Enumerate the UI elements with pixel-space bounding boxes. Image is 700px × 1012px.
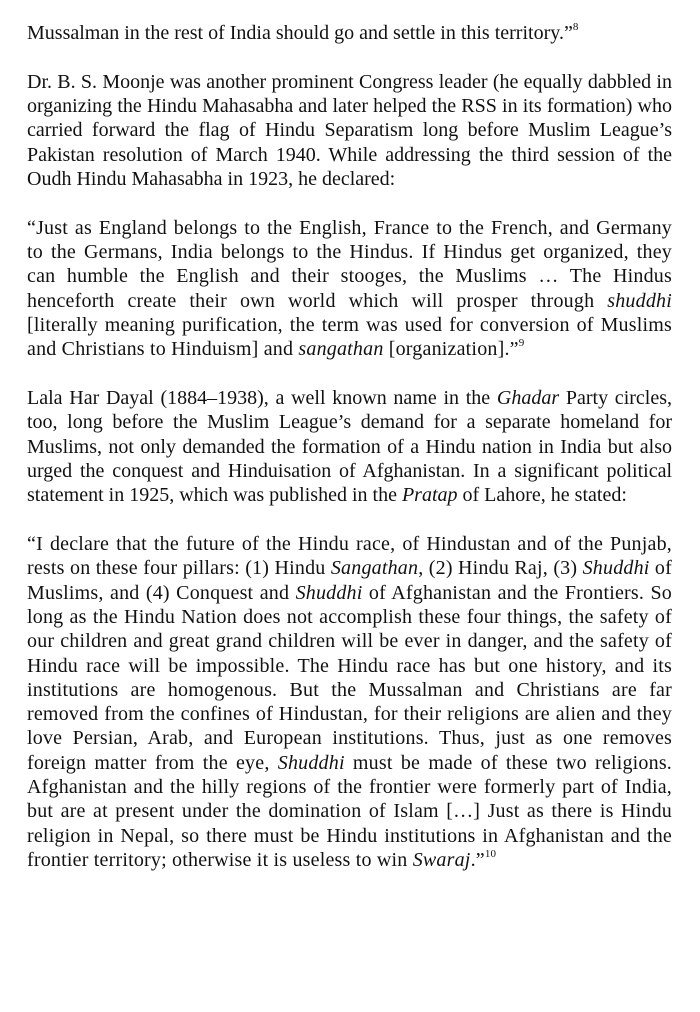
paragraph-text: Party circles, too, long before the Muslim League’s demand for a separate homeland for Muslims, not only demanded the formation of a Hindu nation in India but also urged the conquest and Hinduisation of Afghanistan. In a significant political statement in 1925, which was published in the	[27, 387, 672, 507]
paragraph-gap	[27, 191, 672, 216]
quote-text: of Muslims, and (4) Conquest and	[27, 557, 672, 604]
paragraph-moonje	[27, 70, 672, 191]
term-shuddhi: Shuddhi	[582, 557, 650, 580]
term-shuddhi: Shuddhi	[277, 751, 345, 774]
document-page	[27, 21, 672, 872]
quote-text: .”	[470, 848, 485, 871]
paragraph-text: Dr. B. S. Moonje was another prominent Congress leader (he equally dabbled in organizing the Hindu Mahasabha and later helped the RSS in its formation) who carried forward the flag of Hindu Separatism long before Muslim League’s Pakistan resolution of March 1940. While addressing the third session of the Oudh Hindu Mahasabha in 1923, he declared:	[27, 70, 672, 190]
term-shuddhi: Shuddhi	[295, 581, 363, 604]
quote-text: “Just as England belongs to the English, France to the French, and Germany to the Germans, India belongs to the Hindus. If Hindus get organized, they can humble the English and their stooges, the Muslims … The Hindus henceforth create their own world which will prosper through	[27, 216, 672, 312]
quote-text: must be made of these two religions. Afghanistan and the hilly regions of the frontier were formerly part of India, but are at present under the domination of Islam […] Just as there is Hindu religion in Nepal, so there must be Hindu institutions in Afghanistan and the frontier territory; otherwise it is useless to win	[27, 751, 673, 871]
paragraph-gap	[27, 508, 672, 533]
quote-text: of Afghanistan and the Frontiers. So long as the Hindu Nation does not accomplish these four things, the safety of our children and great grand children will be ever in danger, and the safety of Hindu race will be impossible. The Hindu race has but one history, and its institutions are homogenous. But the Mussalman and Christians are far removed from the confines of Hindustan, for their religions are alien and they love Persian, Arab, and European institutions. Thus, just as one removes foreign matter from the eye,	[27, 581, 672, 774]
paragraph-text: of Lahore, he stated:	[457, 484, 627, 507]
quote-text: “I declare that the future of the Hindu race, of Hindustan and of the Punjab, rests on these four pillars: (1) Hindu	[27, 533, 672, 580]
term-swaraj: Swaraj	[412, 848, 471, 871]
term-pratap: Pratap	[401, 484, 458, 507]
paragraph-continuation	[27, 21, 672, 45]
paragraph-har-dayal	[27, 386, 672, 507]
paragraph-text: Mussalman in the rest of India should go and settle in this territory.”	[27, 22, 573, 44]
quote-text: [literally meaning purification, the term was used for conversion of Muslims and Christians to Hinduism] and	[27, 313, 672, 361]
paragraph-gap	[27, 362, 672, 387]
quote-text: [organization].”	[383, 338, 519, 361]
footnote-ref-10[interactable]: 10	[484, 847, 497, 860]
paragraph-text: Lala Har Dayal (1884–1938), a well known name in the	[27, 387, 497, 410]
quote-text: , (2) Hindu Raj, (3)	[418, 557, 583, 580]
footnote-ref-8[interactable]: 8	[572, 21, 579, 33]
footnote-ref-9[interactable]: 9	[518, 337, 525, 350]
term-shuddhi: shuddhi	[607, 289, 672, 312]
term-sangathan: Sangathan	[330, 557, 419, 580]
paragraph-gap	[27, 45, 672, 70]
term-ghadar: Ghadar	[496, 387, 560, 410]
quote-moonje	[27, 216, 672, 362]
quote-har-dayal	[27, 532, 672, 872]
term-sangathan: sangathan	[298, 338, 384, 361]
